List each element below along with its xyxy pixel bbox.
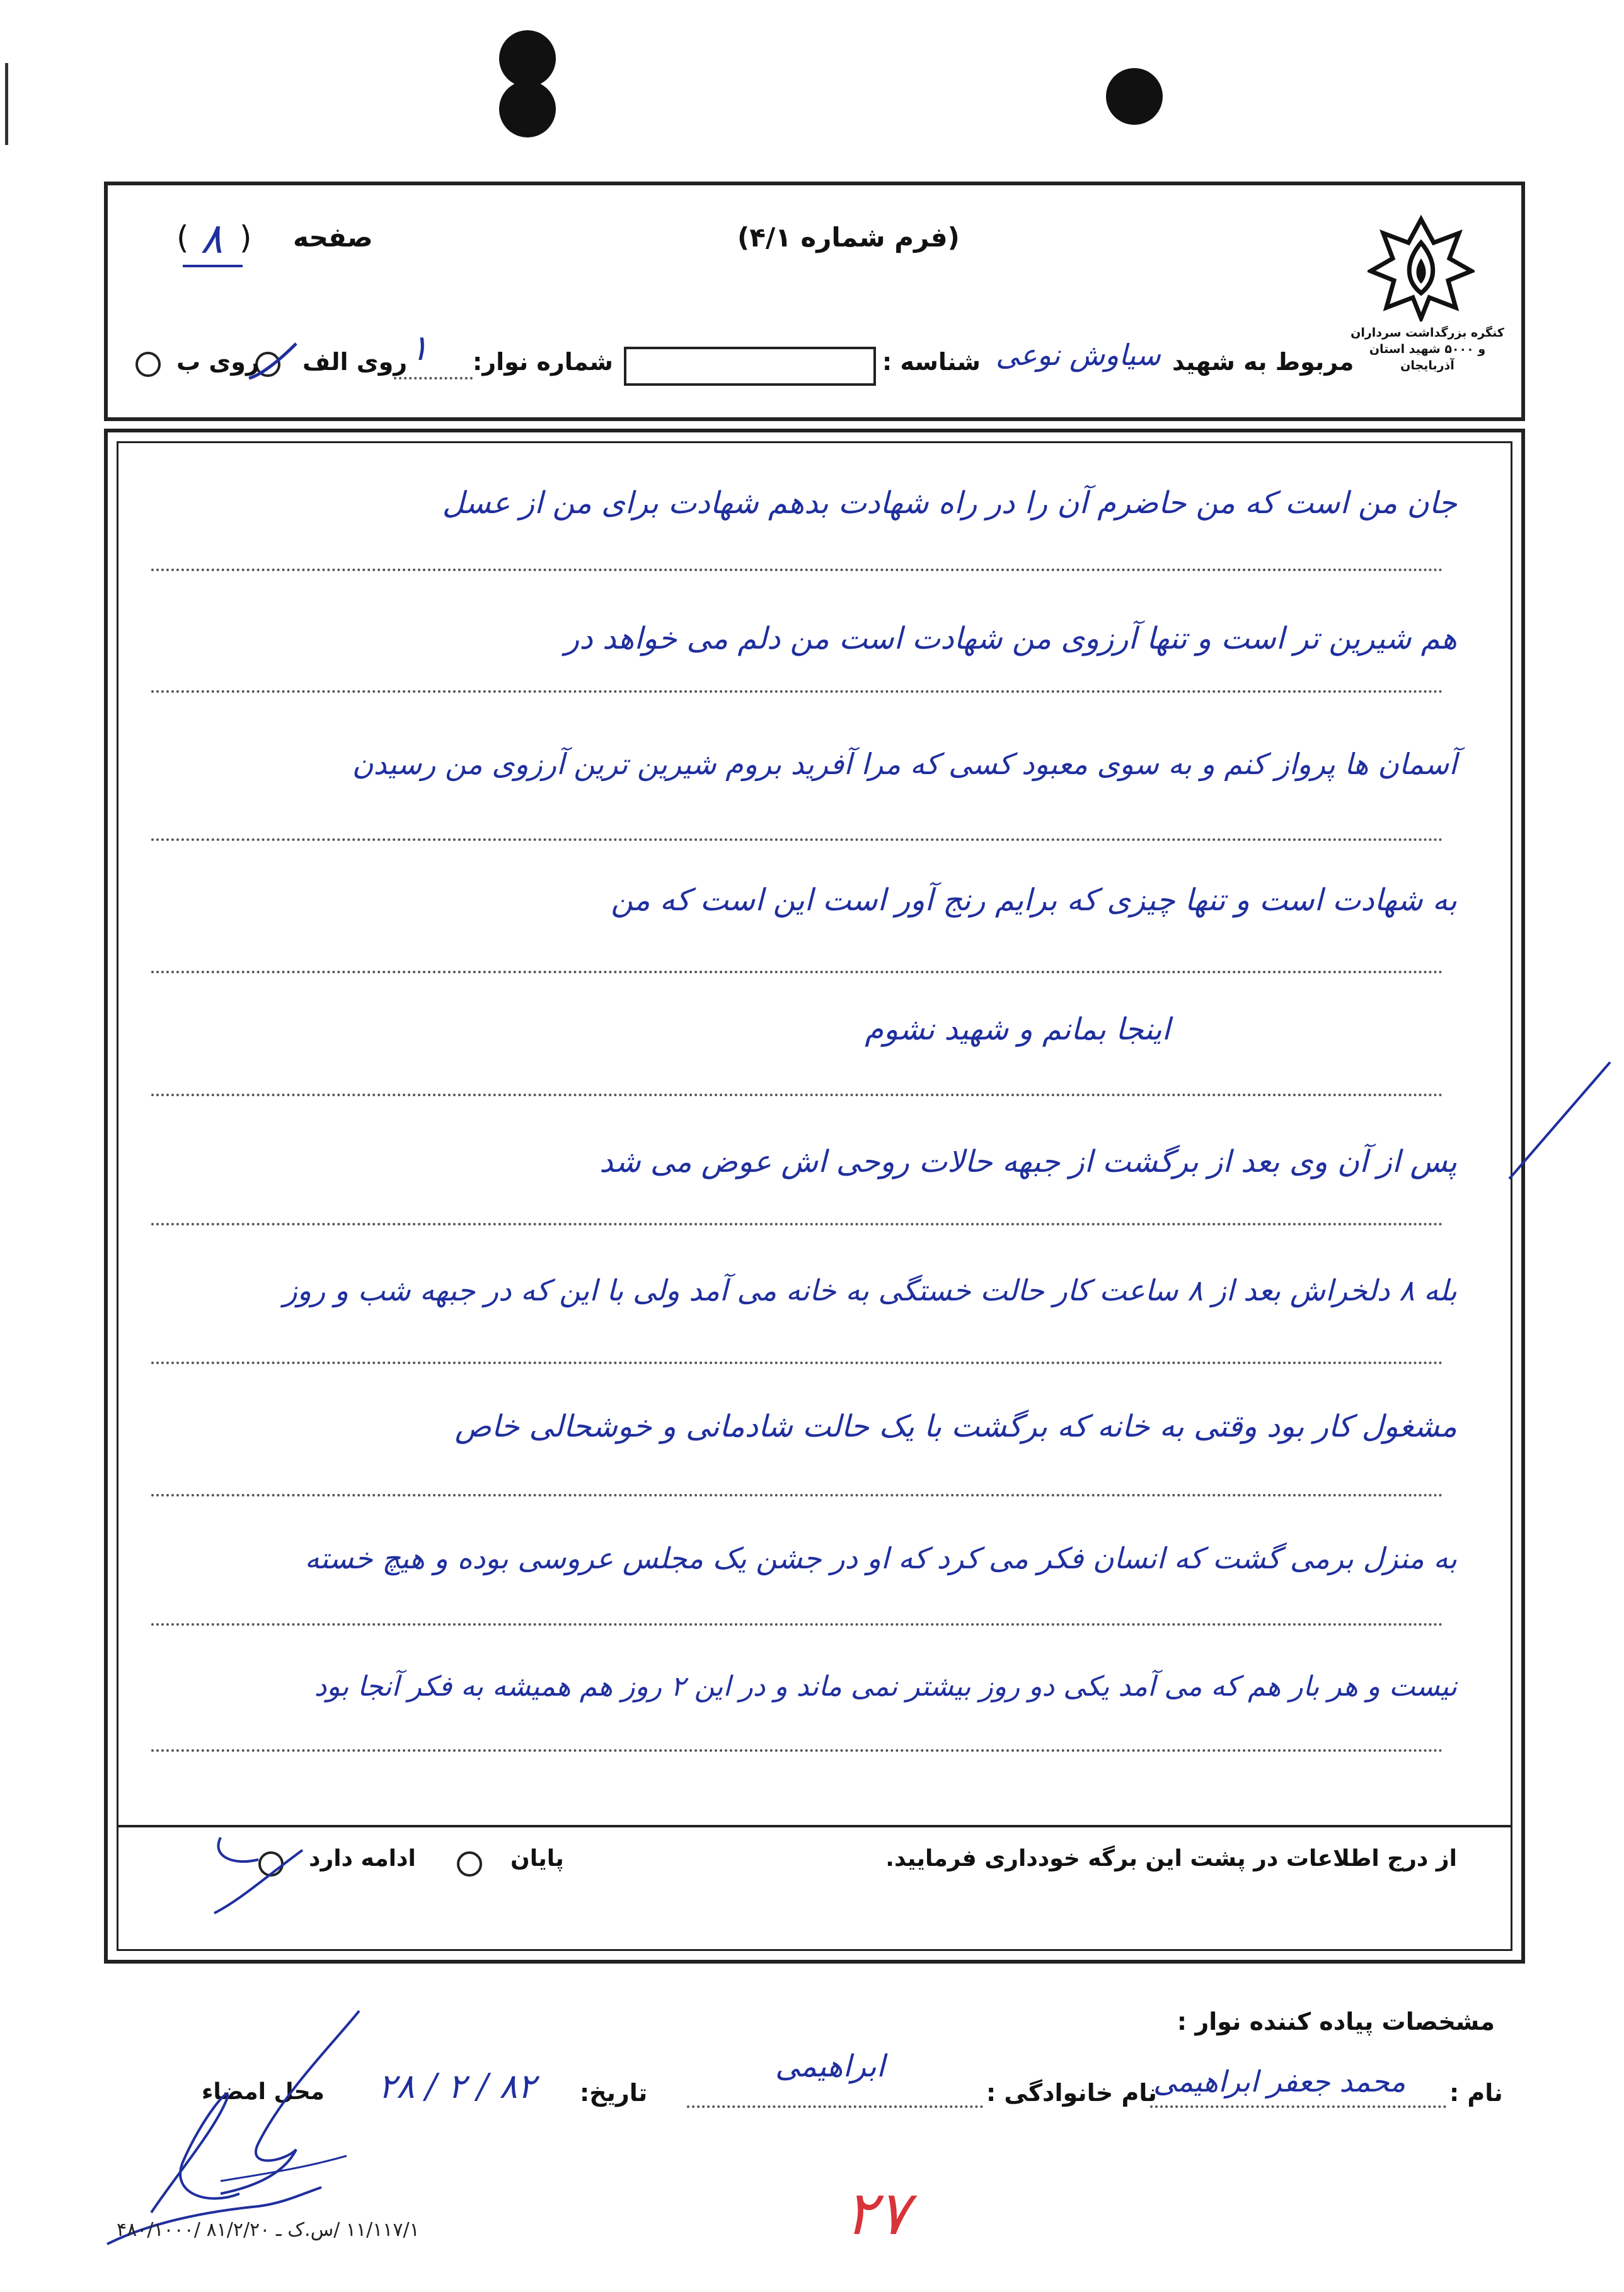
id-input[interactable] [624,347,876,386]
page-number: ۸ [200,214,223,263]
ruled-line [151,1362,1443,1364]
form-title: (فرم شماره ۴/۱) [737,222,960,253]
page-number-field [176,216,252,269]
punch-hole-left-bottom [499,81,556,137]
handwritten-line-6: پس از آن وی بعد از برگشت از جبهه حالات روحی اش عوض می شد [599,1144,1457,1179]
body-inner-frame [117,441,1512,1951]
signature-label: محل امضاء [202,2079,325,2105]
handwritten-line-9: به منزل برمی گشت که انسان فکر می کرد که او در جشن یک مجلس عروسی بوده و هیچ خسته [304,1541,1457,1575]
ruled-line [151,1623,1443,1626]
handwritten-line-8: مشغول کار بود وقتی به خانه که برگشت با یک حالت شادمانی و خوشحالی خاص [454,1409,1457,1444]
org-logo-icon [1368,214,1475,321]
handwritten-line-1: جان من است که من حاضرم آن را در راه شهادت بدهم شهادت برای من از عسل [442,485,1457,521]
page-close-paren: ) [176,219,189,256]
ruled-line [151,971,1443,973]
recorder-name-label: نام : [1449,2079,1503,2107]
recorder-name-value: محمد جعفر ابراهیمی [1153,2064,1406,2098]
side-a-label: روی الف [302,348,408,376]
page-number-underline [183,265,243,267]
related-label: مربوط به شهید [1172,348,1354,376]
handwritten-line-10: نیست و هر بار هم که می آمد یکی دو روز بیشتر نمی ماند و در این ۲ روز هم همیشه به فکر آنجا بود [314,1670,1457,1703]
end-radio[interactable] [457,1851,482,1877]
handwritten-line-3: آسمان ها پرواز کنم و به سوی معبود کسی که مرا آفرید بروم شیرین ترین آرزوی من رسیدن [352,747,1457,781]
footer-divider [118,1825,1511,1827]
recorder-family-value: ابراهیمی [775,2049,885,2084]
pen-stroke-icon [1506,1059,1613,1185]
end-label: پایان [510,1846,564,1872]
page-label: صفحه [293,222,373,253]
ruled-line [151,1094,1443,1096]
scan-edge-mark [5,63,8,145]
handwritten-line-4: به شهادت است و تنها چیزی که برایم رنج آور است این است که من [611,883,1457,918]
page-open-paren: ( [239,219,252,256]
side-b-label: روی ب [176,348,260,376]
tape-number: ۱ [410,328,429,369]
martyr-name: سیاوش نوعی [996,338,1161,372]
tape-number-label: شماره نوار: [473,348,613,376]
org-name: کنگره بزرگداشت سرداران و ۵۰۰۰ شهید استان آذربایجان [1350,326,1504,373]
tape-number-line [394,377,473,379]
check-mark-icon [208,1831,309,1919]
recorder-section-title: مشخصات پیاده کننده نوار : [1177,2008,1495,2035]
ruled-line [151,1749,1443,1752]
punch-hole-right [1106,68,1163,125]
ruled-line [151,1494,1443,1496]
handwritten-line-7: بله ۸ دلخراش بعد از ۸ ساعت کار حالت خستگی به خانه می آمد ولی با این که در جبهه شب و روز [283,1273,1457,1307]
form-code: ۱۱/۱۱۷/۱ /س.ک ـ ۸۱/۲/۲۰ /۴۸۰/۱۰۰۰ [117,2219,420,2241]
continues-handwritten-check [208,1831,309,1922]
recorder-family-label: نام خانوادگی : [986,2079,1157,2107]
footer-note: از درج اطلاعات در پشت این برگه خودداری فرمایید. [885,1846,1457,1872]
org-logo [1368,214,1475,321]
family-dotted-line [687,2105,983,2108]
punch-hole-left-top [499,30,556,87]
ruled-line [151,569,1443,571]
ruled-line [151,690,1443,693]
continues-label: ادامه دارد [309,1846,416,1872]
margin-pen-stroke [1506,1059,1613,1188]
page-count-mark: ۲۷ [844,2178,910,2249]
side-b-radio[interactable] [135,352,161,377]
id-label: شناسه : [882,348,981,376]
handwritten-line-2: هم شیرین تر است و تنها آرزوی من شهادت است من دلم می خواهد در [565,621,1457,656]
ruled-line [151,1223,1443,1225]
handwritten-line-5: اینجا بمانم و شهید نشوم [865,1012,1170,1047]
name-dotted-line [1150,2105,1446,2108]
recorder-date-label: تاریخ: [580,2079,648,2107]
recorder-date-value: ۲۸ / ۲ / ۸۲ [378,2066,536,2106]
ruled-line [151,838,1443,841]
